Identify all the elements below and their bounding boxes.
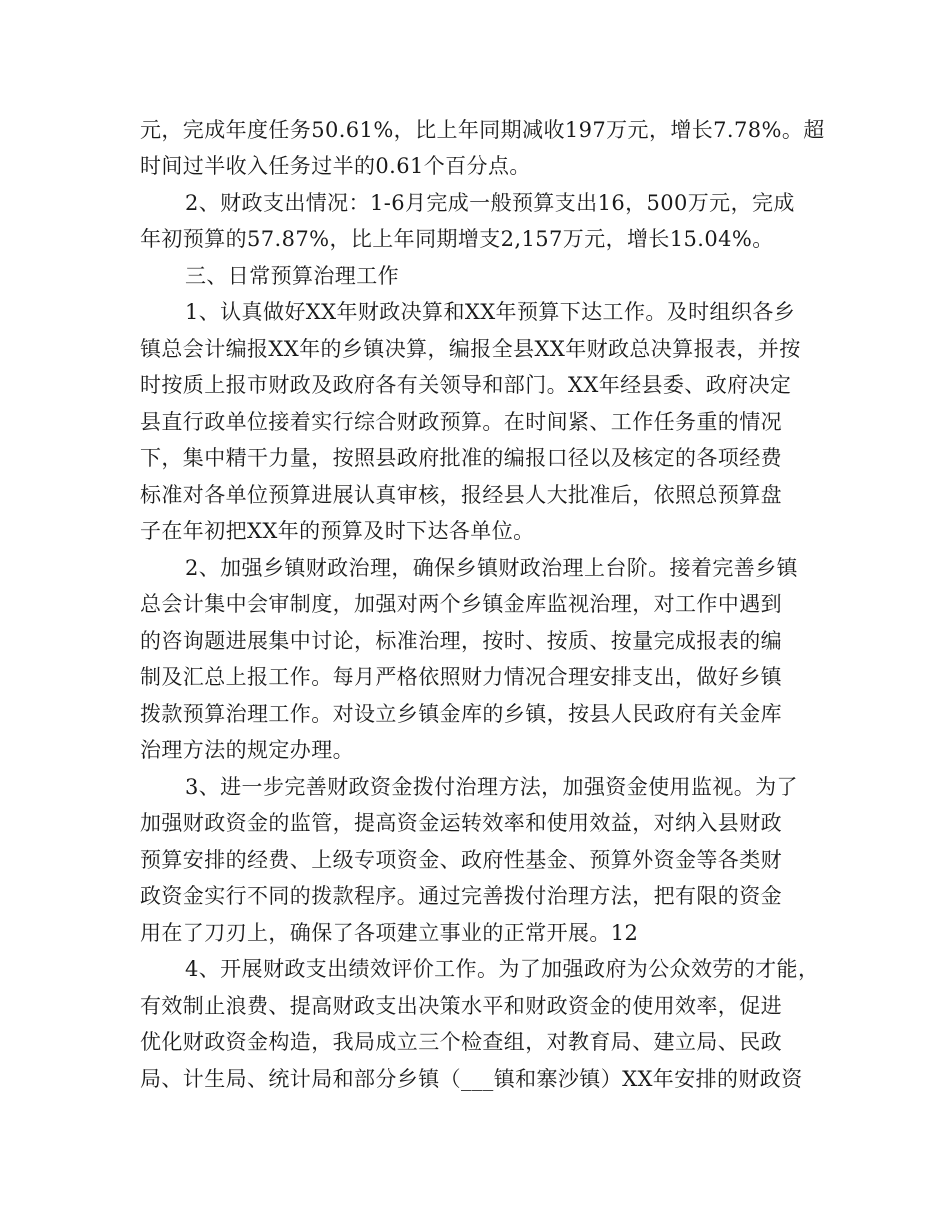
body-text-line: 政资金实行不同的拨款程序。通过完善拨付治理方法，把有限的资金 [140,884,782,908]
body-text-line: 有效制止浪费、提高财政支出决策水平和财政资金的使用效率，促进 [140,994,782,1018]
body-text-line: 标准对各单位预算进展认真审核，报经县人大批准后，依照总预算盘 [140,483,782,507]
body-text-line: 拨款预算治理工作。对设立乡镇金库的乡镇，按县人民政府有关金库 [140,702,782,726]
body-text-line: 预算安排的经费、上级专项资金、政府性基金、预算外资金等各类财 [140,848,782,872]
paragraph-first-line: 1、认真做好XX年财政决算和XX年预算下达工作。及时组织各乡 [185,300,796,324]
body-text-line: 元，完成年度任务50.61%，比上年同期减收197万元，增长7.78%。超 [140,118,825,142]
body-text-line: 下，集中精干力量，按照县政府批准的编报口径以及核定的各项经费 [140,446,782,470]
body-text-line: 县直行政单位接着实行综合财政预算。在时间紧、工作任务重的情况 [140,410,782,434]
body-text-line: 加强财政资金的监管，提高资金运转效率和使用效益，对纳入县财政 [140,811,782,835]
body-text-line: 用在了刀刃上，确保了各项建立事业的正常开展。12 [140,921,639,945]
body-text-line: 子在年初把XX年的预算及时下达各单位。 [140,519,535,543]
body-text-line: 时间过半收入任务过半的0.61个百分点。 [140,154,531,178]
body-text-line: 时按质上报市财政及政府各有关领导和部门。XX年经县委、政府决定 [140,373,792,397]
body-text-line: 治理方法的规定办理。 [140,738,354,762]
body-text-line: 年初预算的57.87%，比上年同期增支2,157万元，增长15.04%。 [140,227,774,251]
section-heading: 三、日常预算治理工作 [185,264,399,288]
body-text-line: 局、计生局、统计局和部分乡镇（___镇和寨沙镇）XX年安排的财政资 [140,1067,803,1091]
body-text-line: 制及汇总上报工作。每月严格依照财力情况合理安排支出，做好乡镇 [140,665,782,689]
body-text-line: 优化财政资金构造，我局成立三个检查组，对教育局、建立局、民政 [140,1030,782,1054]
body-text-line: 的咨询题进展集中讨论，标准治理，按时、按质、按量完成报表的编 [140,629,782,653]
body-text-line: 镇总会计编报XX年的乡镇决算，编报全县XX年财政总决算报表，并按 [140,337,801,361]
paragraph-first-line: 2、财政支出情况：1-6月完成一般预算支出16，500万元，完成 [185,191,795,215]
paragraph-first-line: 2、加强乡镇财政治理，确保乡镇财政治理上台阶。接着完善乡镇 [185,556,798,580]
paragraph-first-line: 3、进一步完善财政资金拨付治理方法，加强资金使用监视。为了 [185,775,798,799]
body-text-line: 总会计集中会审制度，加强对两个乡镇金库监视治理，对工作中遇到 [140,592,782,616]
paragraph-first-line: 4、开展财政支出绩效评价工作。为了加强政府为公众效劳的才能， [185,957,820,981]
